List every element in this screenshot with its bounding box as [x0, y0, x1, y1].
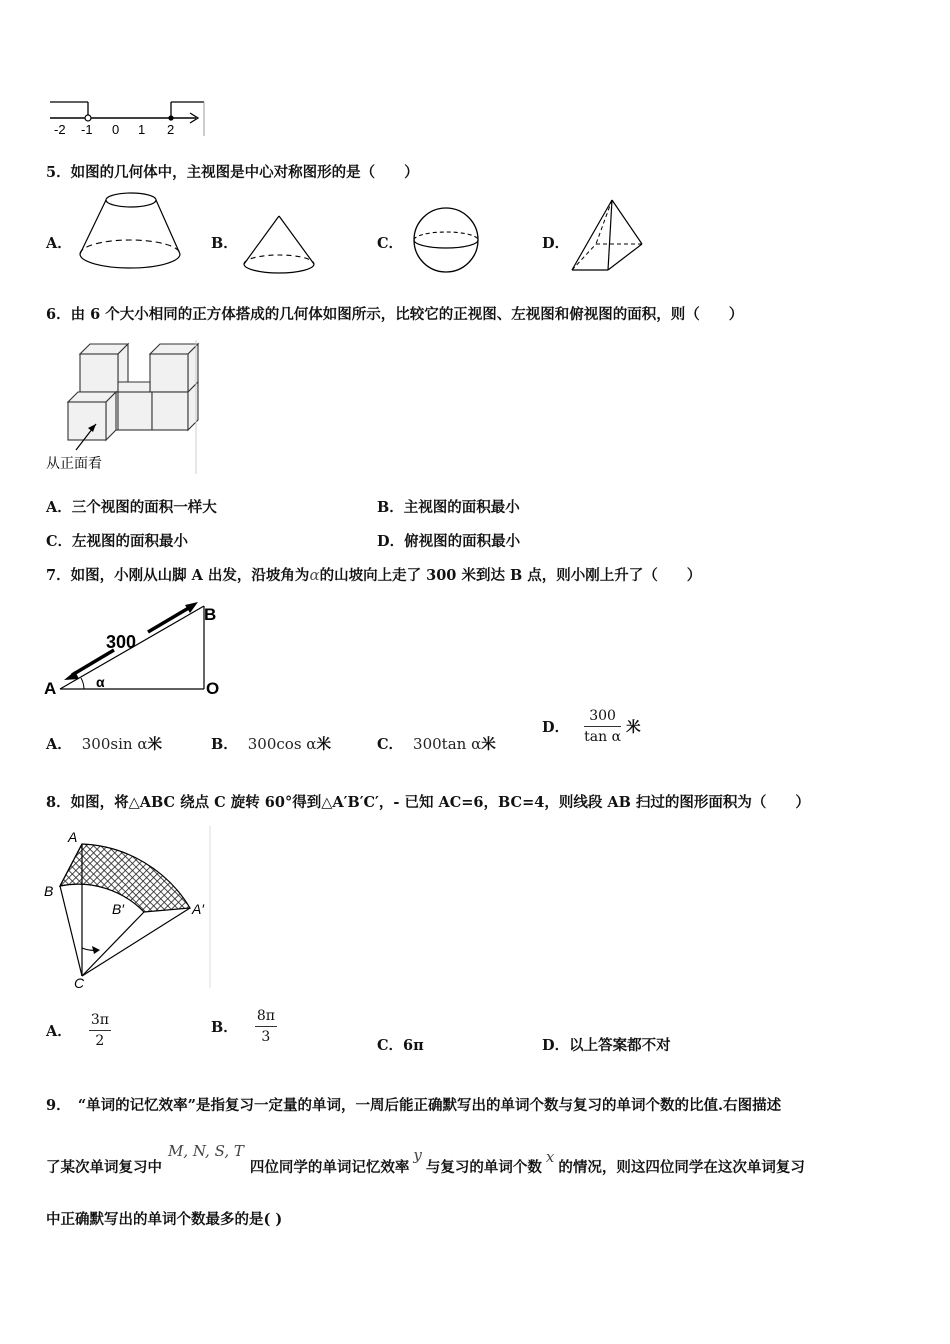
fig8-label-c: C [74, 975, 85, 990]
q8-option-b: B． $\frac{8\pi}{3}$ [211, 1008, 275, 1045]
q7-text-after: 的山坡向上走了 300 米到达 B 点，则小刚上升了（ ） [319, 567, 702, 584]
point-o-label: O [206, 679, 220, 698]
fig8-label-b-prime: B′ [112, 901, 124, 917]
tick-label: -2 [54, 122, 66, 137]
angle-label: α [96, 674, 105, 690]
point-a-label: A [44, 679, 57, 698]
q6-option-a: A．三个视图的面积一样大 [46, 499, 217, 516]
q5-option-d-label: D． [542, 235, 570, 252]
sphere-figure [410, 204, 482, 276]
q8-option-b-num: 8π [255, 1008, 277, 1027]
rotation-figure [42, 826, 222, 990]
q6-option-d: D．俯视图的面积最小 [377, 533, 521, 550]
slope-length-label: 300 [106, 632, 137, 652]
question-9-line-2: 了某次单词复习中M, N, S, T四位同学的单词记忆效率y与复习的单词个数x的情况，则这四位同学在这次单词复习 [46, 1142, 805, 1176]
question-7-text [46, 564, 701, 585]
q7-option-a: A． 300sin α米 [46, 735, 162, 753]
q5-option-a-label: A． [46, 235, 72, 252]
fig8-label-a: A [68, 829, 78, 845]
q9-vars: M, N, S, T [168, 1142, 244, 1160]
tick-label: 1 [138, 122, 146, 137]
q9-x: x [545, 1148, 555, 1166]
q6-option-c: C．左视图的面积最小 [46, 533, 189, 550]
q8-option-d: D．以上答案都不对 [542, 1037, 671, 1054]
q5-option-b-label: B． [211, 235, 238, 252]
fig8-label-b: B [44, 883, 54, 899]
slope-figure [42, 596, 232, 700]
q6-option-b: B．主视图的面积最小 [377, 499, 520, 516]
number-line-figure [46, 96, 208, 138]
q8-option-b-den: 3 [261, 1029, 271, 1045]
q7-option-d-den: tan α [584, 729, 622, 745]
tick-label: 2 [167, 122, 175, 137]
frustum-figure [76, 190, 186, 278]
q8-option-c: C．6π [377, 1037, 424, 1054]
q8-option-a-den: 2 [95, 1033, 105, 1049]
q7-option-b-expr: 300cos α [247, 735, 317, 753]
tick-label: 0 [112, 122, 120, 137]
cubes-figure-label: 从正面看 [46, 455, 102, 471]
cubes-figure [46, 340, 206, 476]
q8-option-a: A． $\frac{3\pi}{2}$ [46, 1012, 109, 1049]
q8-option-a-num: 3π [89, 1012, 111, 1031]
point-b-label: B [204, 605, 217, 624]
q8-option-c-text: 6π [403, 1037, 424, 1054]
q7-option-c-expr: 300tan α [413, 735, 482, 753]
question-9-line-1: 9． “单词的记忆效率”是指复习一定量的单词，一周后能正确默写出的单词个数与复习的单词个数的比值.右图描述 [46, 1097, 782, 1114]
q7-alpha: α [309, 566, 320, 584]
pyramid-figure [568, 196, 648, 276]
q7-option-a-expr: 300sin α [81, 735, 148, 753]
q5-option-c-label: C． [377, 235, 404, 252]
question-8-text: 8．如图，将△ABC 绕点 C 旋转 60°得到△A′B′C′，- 已知 AC=6，BC=4，则线段 AB 扫过的图形面积为（ ） [46, 794, 810, 811]
cone-figure [240, 212, 318, 278]
q9-y: y [413, 1146, 422, 1164]
q7-text-before: 7．如图，小刚从山脚 A 出发，沿坡角为 [46, 567, 310, 584]
q7-option-d: D． $\frac{300}{\text{tan α}}$ 米 [542, 708, 641, 745]
tick-label: -1 [81, 122, 93, 137]
question-9-line-3: 中正确默写出的单词个数最多的是( ) [46, 1211, 283, 1228]
fig8-label-a-prime: A′ [192, 901, 204, 917]
q8-option-d-text: 以上答案都不对 [569, 1037, 671, 1054]
q7-option-d-num: 300 [584, 708, 621, 727]
q7-option-b: B． 300cos α米 [211, 735, 331, 753]
question-6-text: 6．由 6 个大小相同的正方体搭成的几何体如图所示，比较它的正视图、左视图和俯视图的面积，则（ ） [46, 306, 744, 323]
question-5-text: 5．如图的几何体中，主视图是中心对称图形的是（ ） [46, 164, 419, 181]
q7-option-c: C． 300tan α米 [377, 735, 496, 753]
